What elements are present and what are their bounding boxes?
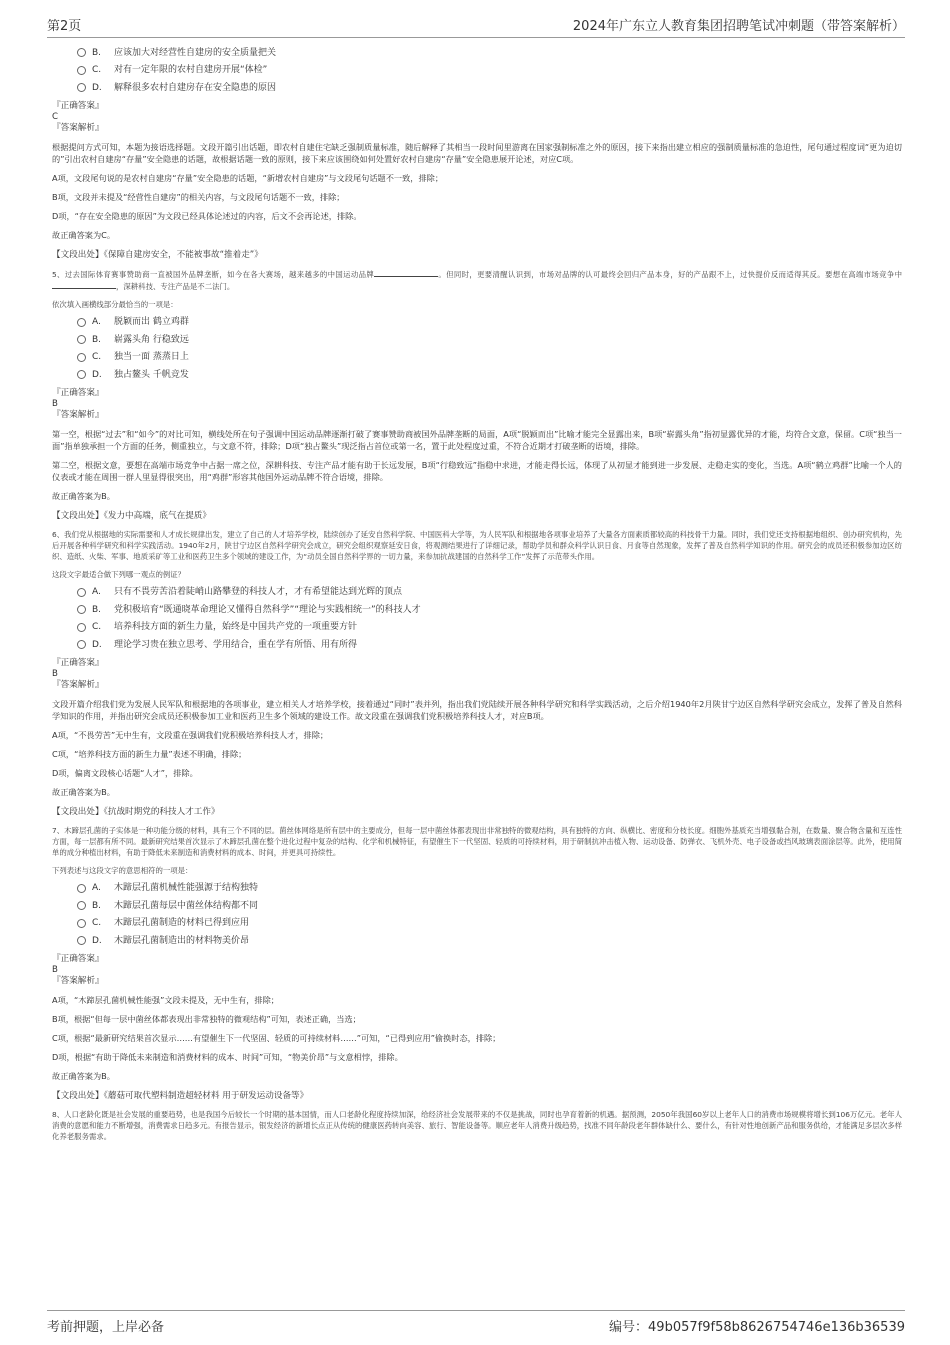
question-passage: 6、我们党从根据地的实际需要和人才成长规律出发，建立了自己的人才培养学校，陆续创办了延安自然科学院、中国医科大学等，为人民军队和根据地各项事业培养了大量各方面素质都较高的科技骨干力量。同时，我们党还支持根据地组织、创办研究机构，先后开展各种科学研究和科学实践活动。1940年2月，陕甘宁边区自然科学研究会成立，研究会组织观察延安日食，将观测结果进行了详细记录，帮助学员和群众科学认识日食、月食等自然现象，发挥了普及自然科学知识的作用。研究会的成员还积极参加边区纺织、造纸、火柴、军事、地质采矿等工业和医药卫生多个领域的建设工作，为“动员全国自然科学界的一切力量，来参加抗战建国的自然科学工作”发挥了示范带头作用。 bbox=[52, 529, 902, 561]
analysis-paragraph: A项，“不畏劳苦”无中生有，文段重在强调我们党积极培养科技人才，排除； bbox=[52, 729, 329, 740]
correct-answer-label: 『正确答案』 bbox=[52, 387, 104, 398]
footer-slogan: 考前押题，上岸必备 bbox=[47, 1319, 165, 1335]
analysis-label: 『答案解析』 bbox=[52, 122, 104, 133]
document-id: 编号：49b057f9f58b8626754746e136b36539 bbox=[609, 1319, 905, 1335]
option-b[interactable]: B. 崭露头角 行稳致远 bbox=[52, 331, 902, 349]
radio-icon[interactable] bbox=[77, 588, 86, 597]
analysis-paragraph: A项，文段尾句说的是农村自建房“存量”安全隐患的话题，“新增农村自建房”与文段尾句话题不一致，排除； bbox=[52, 172, 444, 183]
analysis-paragraph: D项，偏离文段核心话题“人才”，排除。 bbox=[52, 767, 198, 778]
page-footer bbox=[47, 1310, 905, 1335]
document-body bbox=[52, 44, 902, 1142]
analysis-paragraph: C项，根据“最新研究结果首次显示……有望催生下一代坚固、轻质的可持续材料……”可知，“已得到应用”偷换时态，排除； bbox=[52, 1032, 501, 1043]
question-prompt: 这段文字最适合做下列哪一观点的例证？ bbox=[52, 569, 186, 579]
question-6 bbox=[52, 529, 902, 818]
passage-source: 【文段出处】《保障自建房安全，不能被事故“推着走”》 bbox=[52, 249, 263, 260]
analysis-paragraph: D项，根据“有助于降低未来制造和消费材料的成本、时间”可知，“物美价昂”与文意相悖，排除。 bbox=[52, 1051, 403, 1062]
page-number: 第2页 bbox=[47, 19, 82, 34]
correct-answer-label: 『正确答案』 bbox=[52, 100, 104, 111]
passage-source: 【文段出处】《蘑菇可取代塑料制造超轻材料 用于研发运动设备等》 bbox=[52, 1090, 309, 1101]
analysis-paragraph: 文段开篇介绍我们党为发展人民军队和根据地的各项事业，建立相关人才培养学校，接着通过“同时”表并列，指出我们党陆续开展各种科学研究和科学实践活动，之后介绍1940年2月陕甘宁边区自然科学研究会成立，发挥了普及自然科学知识的作用，并指出研究会成员还积极参加工业和医药卫生多个领域的建设工作。故文段重在强调我们党积极培养科技人才，对应B项。 bbox=[52, 698, 902, 721]
option-d[interactable]: D. 解释很多农村自建房存在安全隐患的原因 bbox=[52, 79, 902, 97]
passage-source: 【文段出处】《发力中高端，底气在提质》 bbox=[52, 510, 211, 521]
document-title: 2024年广东立人教育集团招聘笔试冲刺题（带答案解析） bbox=[572, 19, 905, 34]
question-passage: 5、过去国际体育赛事赞助商一直被国外品牌垄断，如今在各大赛场，越来越多的中国运动品牌 。但同时，更要清醒认识到，市场对品牌的认可最终会回归产品本身，好的产品跟不上，过快提价反而适得其反。要想在高端市场竞争中，深耕科技、专注产品是不二法门。 bbox=[52, 269, 902, 291]
radio-icon[interactable] bbox=[77, 640, 86, 649]
option-b[interactable]: B. 应该加大对经营性自建房的安全质量把关 bbox=[52, 44, 902, 62]
option-d[interactable]: D. 理论学习贵在独立思考、学用结合，重在学有所悟、用有所得 bbox=[52, 636, 902, 654]
analysis-paragraph: C项，“培养科技方面的新生力量”表述不明确，排除； bbox=[52, 748, 247, 759]
analysis-label: 『答案解析』 bbox=[52, 975, 104, 986]
analysis-label: 『答案解析』 bbox=[52, 679, 104, 690]
option-c[interactable]: C. 木蹄层孔菌制造的材料已得到应用 bbox=[52, 915, 902, 933]
radio-icon[interactable] bbox=[77, 66, 86, 75]
radio-icon[interactable] bbox=[77, 901, 86, 910]
analysis-conclusion: 故正确答案为B。 bbox=[52, 786, 115, 797]
correct-answer-label: 『正确答案』 bbox=[52, 953, 104, 964]
analysis-paragraph: 第二空，根据文意，要想在高端市场竞争中占据一席之位，深耕科技、专注产品才能有助于长远发展，B项“行稳致远”指稳中求进，才能走得长远，体现了从初显才能到进一步发展、走稳走实的变化，当选。A项“鹤立鸡群”比喻一个人的仪表或才能在周围一群人里显得很突出，用“鸡群”形容其他国外运动品牌不符合语境，排除。 bbox=[52, 459, 902, 482]
analysis-paragraph: 根据提问方式可知，本题为接语选择题。文段开篇引出话题，即农村自建住宅缺乏强制质量标准，随后解释了其相当一段时间里游离在国家强制标准之外的原因，接下来指出建立相应的强制质量标准的急迫性，尾句通过程度词“更为迫切的”引出农村自建房“存量”安全隐患的话题，故根据话题一致的原则，接下来应该围绕如何处置好农村自建房“存量”安全隐患展开论述，对应C项。 bbox=[52, 141, 902, 164]
correct-answer: B bbox=[52, 668, 58, 679]
fill-blank bbox=[374, 268, 438, 277]
correct-answer: B bbox=[52, 398, 58, 409]
fill-blank bbox=[52, 280, 116, 289]
question-4 bbox=[52, 44, 902, 261]
radio-icon[interactable] bbox=[77, 919, 86, 928]
option-a[interactable]: A. 木蹄层孔菌机械性能强源于结构独特 bbox=[52, 880, 902, 898]
radio-icon[interactable] bbox=[77, 48, 86, 57]
question-prompt: 下列表述与这段文字的意思相符的一项是： bbox=[52, 865, 193, 875]
option-c[interactable]: C. 培养科技方面的新生力量，始终是中国共产党的一项重要方针 bbox=[52, 619, 902, 637]
correct-answer: C bbox=[52, 111, 59, 122]
radio-icon[interactable] bbox=[77, 936, 86, 945]
correct-answer: B bbox=[52, 964, 58, 975]
radio-icon[interactable] bbox=[77, 884, 86, 893]
analysis-label: 『答案解析』 bbox=[52, 409, 104, 420]
option-d[interactable]: D. 木蹄层孔菌制造出的材料物美价昂 bbox=[52, 932, 902, 950]
analysis-conclusion: 故正确答案为B。 bbox=[52, 1070, 115, 1081]
option-c[interactable]: C. 独当一面 蒸蒸日上 bbox=[52, 349, 902, 367]
option-c[interactable]: C. 对有一定年限的农村自建房开展“体检” bbox=[52, 62, 902, 80]
analysis-conclusion: 故正确答案为B。 bbox=[52, 490, 115, 501]
option-b[interactable]: B. 木蹄层孔菌每层中菌丝体结构都不同 bbox=[52, 897, 902, 915]
radio-icon[interactable] bbox=[77, 623, 86, 632]
passage-source: 【文段出处】《抗战时期党的科技人才工作》 bbox=[52, 806, 220, 817]
question-passage: 7、木蹄层孔菌的子实体是一种功能分级的材料，具有三个不同的层。菌丝体网络是所有层中的主要成分，但每一层中菌丝体都表现出非常独特的微观结构，具有独特的方向、纵横比、密度和分枝长度。细胞外基质充当增强黏合剂，在数量、聚合物含量和互连性方面，每一层都有所不同。最新研究结果首次显示了木蹄层孔菌在整个进化过程中复杂的结构、化学和机械特征，有望催生下一代坚固、轻质的可持续材料，用于研制抗冲击植入物、运动设备、防弹衣、飞机外壳、电子设备或挡风玻璃表面涂层等。此外，使用简单的成分种植出材料，有助于降低未来制造和消费材料的成本、时间，并更具可持续性。 bbox=[52, 825, 902, 857]
analysis-paragraph: B项，根据“但每一层中菌丝体都表现出非常独特的微观结构”可知，表述正确，当选； bbox=[52, 1013, 361, 1024]
radio-icon[interactable] bbox=[77, 370, 86, 379]
question-8 bbox=[52, 1109, 902, 1142]
radio-icon[interactable] bbox=[77, 605, 86, 614]
correct-answer-label: 『正确答案』 bbox=[52, 657, 104, 668]
radio-icon[interactable] bbox=[77, 83, 86, 92]
analysis-paragraph: A项，“木蹄层孔菌机械性能强”文段未提及，无中生有，排除； bbox=[52, 994, 279, 1005]
option-a[interactable]: A. 脱颖而出 鹤立鸡群 bbox=[52, 314, 902, 332]
question-7 bbox=[52, 825, 902, 1102]
option-d[interactable]: D. 独占鳌头 千帆竞发 bbox=[52, 366, 902, 384]
radio-icon[interactable] bbox=[77, 353, 86, 362]
question-passage: 8、人口老龄化既是社会发展的重要趋势，也是我国今后较长一个时期的基本国情，而人口老龄化程度持续加深，给经济社会发展带来的不仅是挑战，同时也孕育着新的机遇。据预测，2050年我国60岁以上老年人口的消费市场规模将增长到106万亿元。老年人消费的意愿和能力不断增强，消费需求日趋多元。有报告显示，银发经济的新增长点正从传统的健康医药转向美容、旅行、智能设备等。顺应老年人消费升级趋势，找准不同年龄段老年群体缺什么、要什么，有针对性地创新产品和服务供给，才能满足多层次多样化养老服务需求。 bbox=[52, 1109, 902, 1141]
analysis-paragraph: B项，文段并未提及“经营性自建房”的相关内容，与文段尾句话题不一致，排除； bbox=[52, 191, 345, 202]
question-prompt: 依次填入画横线部分最恰当的一项是： bbox=[52, 299, 178, 309]
page-header bbox=[47, 12, 905, 38]
analysis-paragraph: D项，“存在安全隐患的原因”为文段已经具体论述过的内容，后文不会再论述，排除。 bbox=[52, 210, 362, 221]
analysis-paragraph: 第一空，根据“过去”和“如今”的对比可知，横线处所在句子强调中国运动品牌逐渐打破了赛事赞助商被国外品牌垄断的局面，A项“脱颖而出”比喻才能完全显露出来，B项“崭露头角”指初显露优异的才能，均符合文意，保留。C项“独当一面”指单独承担一个方面的任务，侧重独立，与文意不符，排除；D项“独占鳌头”现泛指占首位或第一名，置于此处程度过重，不符合近期才打破垄断的语境，排除。 bbox=[52, 428, 902, 451]
radio-icon[interactable] bbox=[77, 335, 86, 344]
option-b[interactable]: B. 党积极培育“既通晓革命理论又懂得自然科学”“理论与实践相统一”的科技人才 bbox=[52, 601, 902, 619]
analysis-conclusion: 故正确答案为C。 bbox=[52, 229, 116, 240]
option-a[interactable]: A. 只有不畏劳苦沿着陡峭山路攀登的科技人才，才有希望能达到光辉的顶点 bbox=[52, 584, 902, 602]
question-5 bbox=[52, 268, 902, 522]
radio-icon[interactable] bbox=[77, 318, 86, 327]
